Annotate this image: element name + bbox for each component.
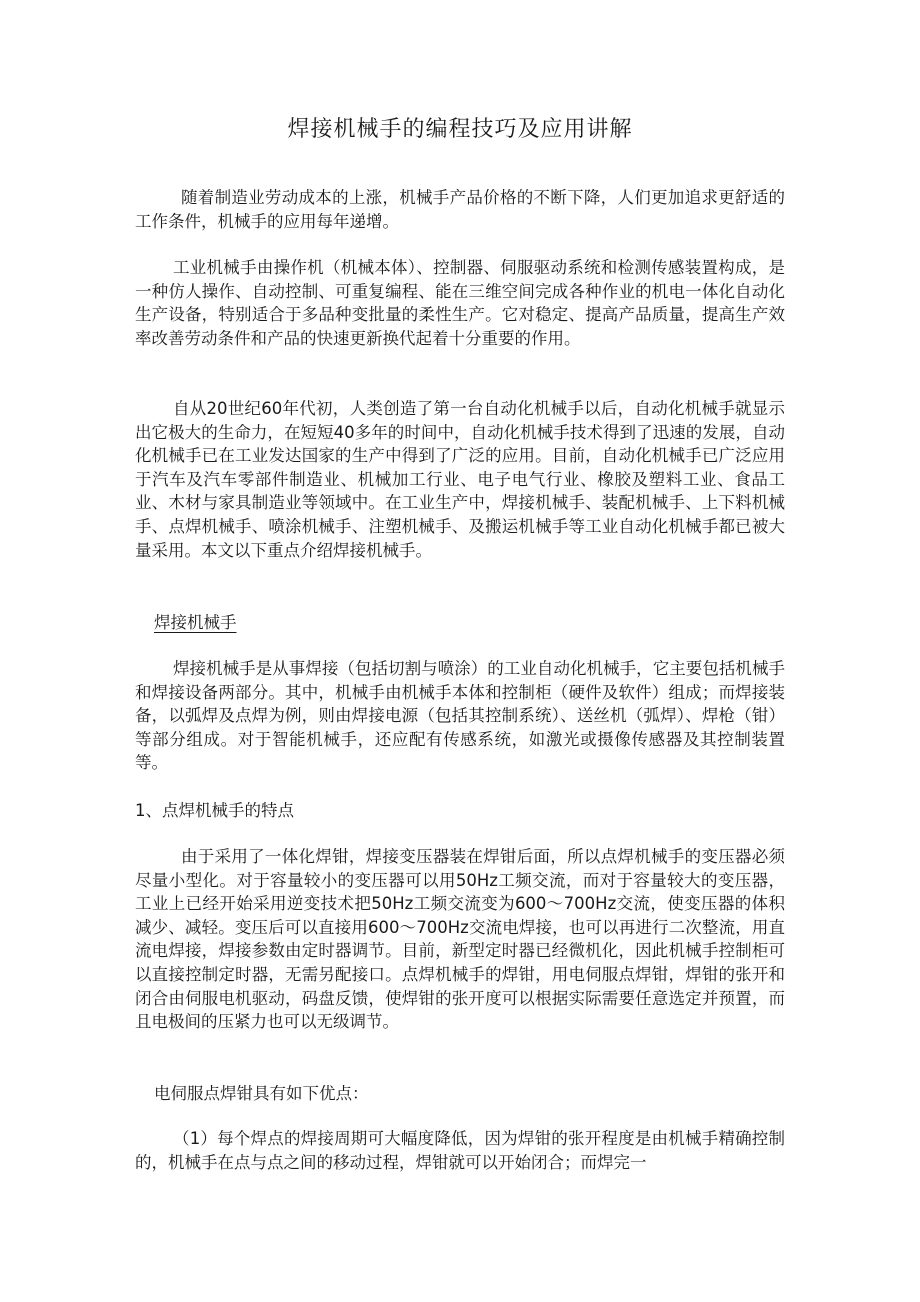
- subsection-paragraph: 由于采用了一体化焊钳，焊接变压器装在焊钳后面，所以点焊机械手的变压器必须尽量小型化。对于容量较小的变压器可以用50Hz工频交流，而对于容量较大的变压器，工业上已经开始采用逆变技术把50Hz工频交流变为600～700Hz交流，使变压器的体积减少、减轻。变压后可以直接用600～700Hz交流电焊接，也可以再进行二次整流，用直流电焊接，焊接参数由定时器调节。目前，新型定时器已经微机化，因此机械手控制柜可以直接控制定时器，无需另配接口。点焊机械手的焊钳，用电伺服点焊钳，焊钳的张开和闭合由伺服电机驱动，码盘反馈，使焊钳的张开度可以根据实际需要任意选定并预置，而且电极间的压紧力也可以无级调节。: [135, 847, 785, 1032]
- advantage-item-1: （1）每个焊点的焊接周期可大幅度降低，因为焊钳的张开程度是由机械手精确控制的，机械手在点与点之间的移动过程，焊钳就可以开始闭合；而焊完一: [135, 1129, 785, 1172]
- subsection-heading: 1、点焊机械手的特点: [135, 801, 294, 820]
- advantages-intro: 电伺服点焊钳具有如下优点：: [154, 1084, 369, 1103]
- overview-paragraph: 工业机械手由操作机（机械本体）、控制器、伺服驱动系统和检测传感装置构成，是一种仿人操作、自动控制、可重复编程、能在三维空间完成各种作业的机电一体化自动化生产设备，特别适合于多品种变批量的柔性生产。它对稳定、提高产品质量，提高生产效率改善劳动条件和产品的快速更新换代起着十分重要的作用。: [135, 258, 785, 348]
- history-paragraph: 自从20世纪60年代初，人类创造了第一台自动化机械手以后，自动化机械手就显示出它极大的生命力，在短短40多年的时间中，自动化机械手技术得到了迅速的发展，自动化机械手已在工业发达国家的生产中得到了广泛的应用。目前，自动化机械手已广泛应用于汽车及汽车零部件制造业、机械加工行业、电子电气行业、橡胶及塑料工业、食品工业、木材与家具制造业等领域中。在工业生产中，焊接机械手、装配机械手、上下料机械手、点焊机械手、喷涂机械手、注塑机械手、及搬运机械手等工业自动化机械手都已被大量采用。本文以下重点介绍焊接机械手。: [135, 399, 785, 560]
- section-heading: 焊接机械手: [154, 613, 237, 632]
- intro-paragraph: 随着制造业劳动成本的上涨，机械手产品价格的不断下降，人们更加追求更舒适的工作条件，机械手的应用每年递增。: [135, 188, 785, 231]
- section-paragraph: 焊接机械手是从事焊接（包括切割与喷涂）的工业自动化机械手，它主要包括机械手和焊接设备两部分。其中，机械手由机械手本体和控制柜（硬件及软件）组成；而焊接装备，以弧焊及点焊为例，则由焊接电源（包括其控制系统）、送丝机（弧焊）、焊枪（钳）等部分组成。对于智能机械手，还应配有传感系统，如激光或摄像传感器及其控制装置等。: [135, 659, 785, 773]
- document-title: 焊接机械手的编程技巧及应用讲解: [287, 117, 633, 142]
